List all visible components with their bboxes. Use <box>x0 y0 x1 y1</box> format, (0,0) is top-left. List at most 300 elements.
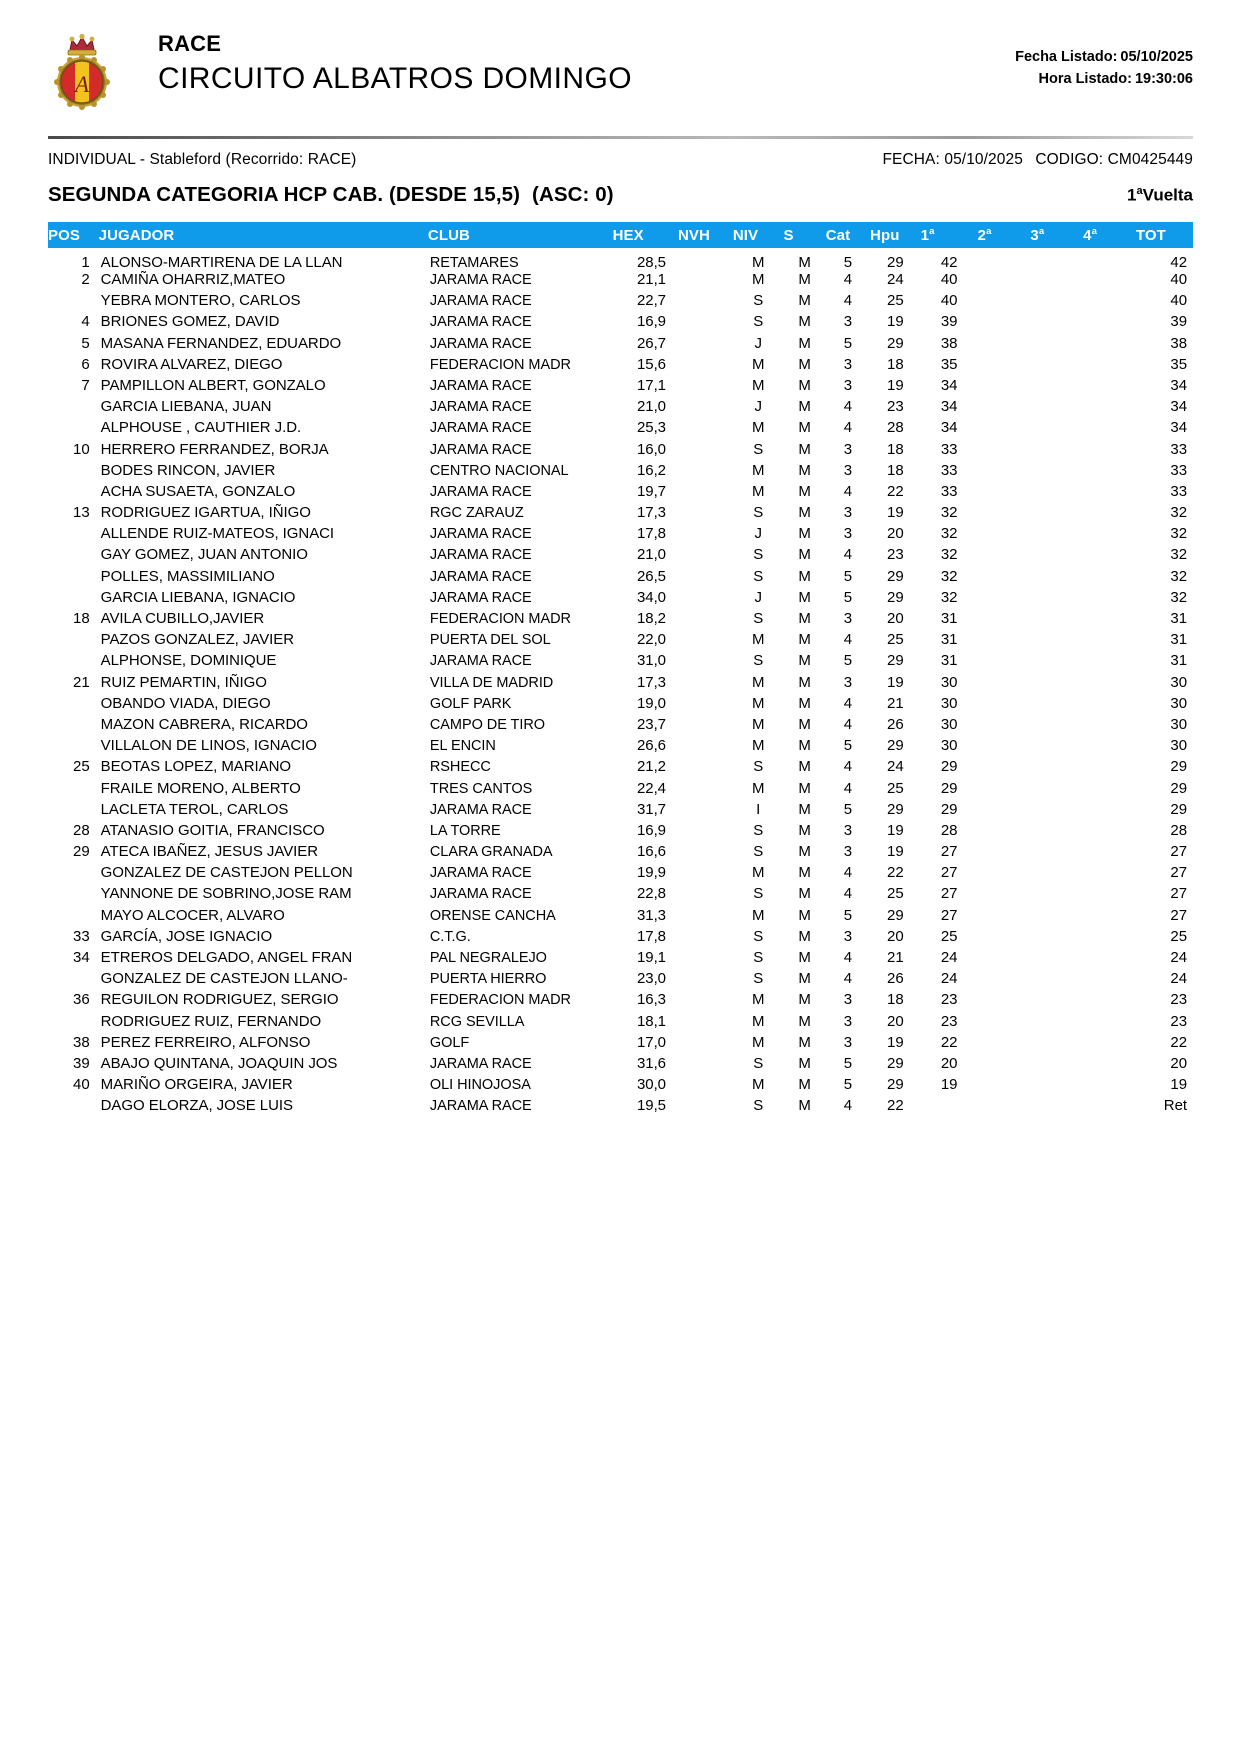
level: J <box>754 588 762 606</box>
level: M <box>751 991 765 1009</box>
nvh <box>678 864 733 885</box>
column-header-club[interactable]: CLUB <box>428 222 613 248</box>
round-3-score <box>1030 949 1083 970</box>
column-header-round-3[interactable]: 3$^a$ <box>1030 222 1083 248</box>
race-crest-icon <box>48 34 116 112</box>
round-2-score <box>978 928 1031 949</box>
competition-meta <box>48 151 1193 177</box>
round-3-score <box>1030 1013 1083 1034</box>
player-name: ALPHONSE, DOMINIQUE <box>100 652 277 670</box>
category: 4 <box>843 885 852 903</box>
category: 4 <box>843 398 852 416</box>
category: 5 <box>843 334 852 352</box>
player-name: OBANDO VIADA, DIEGO <box>100 694 271 712</box>
category: 3 <box>843 355 852 373</box>
sex: M <box>798 652 811 670</box>
column-header-s[interactable]: S <box>784 222 826 248</box>
player-name: MAYO ALCOCER, ALVARO <box>100 906 285 924</box>
playing-handicap: 22 <box>887 1097 904 1115</box>
total-score: 31 <box>1170 610 1187 627</box>
round-4-score <box>1083 610 1136 631</box>
playing-handicap: 20 <box>887 610 904 627</box>
column-header-hex[interactable]: HEX <box>613 222 678 248</box>
sex: M <box>798 567 811 585</box>
sex: M <box>798 525 811 543</box>
total-score: 32 <box>1170 567 1187 585</box>
round-1-score: 32 <box>940 567 958 585</box>
club-name: TRES CANTOS <box>429 780 533 797</box>
sex: M <box>798 1033 811 1051</box>
sex: M <box>798 504 811 522</box>
sex: M <box>798 843 811 861</box>
player-name: GARCÍA, JOSE IGNACIO <box>100 927 273 945</box>
player-name: RUIZ PEMARTIN, IÑIGO <box>100 673 267 691</box>
round-1-score: 28 <box>940 821 958 839</box>
total-score: 32 <box>1170 525 1187 543</box>
playing-handicap: 29 <box>887 254 904 271</box>
table-row <box>48 335 1193 356</box>
round-1-score: 25 <box>940 927 958 945</box>
column-header-tot[interactable]: TOT <box>1136 222 1193 248</box>
playing-handicap: 18 <box>887 440 904 458</box>
nvh <box>678 907 733 928</box>
column-header-nvh[interactable]: NVH <box>678 222 733 248</box>
player-name: ACHA SUSAETA, GONZALO <box>100 482 296 500</box>
playing-handicap: 25 <box>887 292 904 310</box>
hex-handicap: 26,5 <box>636 567 666 585</box>
round-2-score <box>978 822 1031 843</box>
event-title: CIRCUITO ALBATROS DOMINGO <box>158 62 632 96</box>
player-name: ABAJO QUINTANA, JOAQUIN JOS <box>100 1054 338 1072</box>
nvh <box>678 949 733 970</box>
position <box>48 1097 99 1118</box>
player-name: FRAILE MORENO, ALBERTO <box>100 779 301 797</box>
sex: M <box>798 673 811 691</box>
category: 4 <box>843 758 852 776</box>
nvh <box>678 568 733 589</box>
position <box>48 631 99 652</box>
round-3-score <box>1030 1055 1083 1076</box>
nvh <box>678 822 733 843</box>
round-3-score <box>1030 335 1083 356</box>
position: 18 <box>73 610 90 627</box>
sex: M <box>798 482 811 500</box>
round-2-score <box>978 292 1031 313</box>
playing-handicap: 18 <box>887 461 904 479</box>
club-name: JARAMA RACE <box>429 335 532 352</box>
position: 6 <box>81 355 90 373</box>
category: 5 <box>843 1076 852 1094</box>
nvh <box>678 801 733 822</box>
club-name: PUERTA HIERRO <box>429 971 547 988</box>
total-score: 29 <box>1170 758 1187 776</box>
round-2-score <box>978 525 1031 546</box>
position: 39 <box>73 1054 90 1072</box>
round-4-score <box>1083 843 1136 864</box>
listing-date-value: 05/10/2025 <box>1120 49 1193 65</box>
round-2-score <box>978 737 1031 758</box>
nvh <box>678 1013 733 1034</box>
category: 4 <box>843 271 852 288</box>
round-4-score <box>1083 419 1136 440</box>
sex: M <box>798 1054 811 1072</box>
sex: M <box>798 885 811 903</box>
club-name: JARAMA RACE <box>429 293 532 310</box>
column-header-jugador[interactable]: JUGADOR <box>99 222 428 248</box>
round-3-score <box>1030 504 1083 525</box>
playing-handicap: 26 <box>887 715 904 733</box>
position: 36 <box>73 991 90 1009</box>
round-2-score <box>978 546 1031 567</box>
nvh <box>678 525 733 546</box>
round-1-score: 27 <box>940 843 958 861</box>
nvh <box>678 419 733 440</box>
sex: M <box>798 758 811 776</box>
round-3-score <box>1030 843 1083 864</box>
round-1-score: 23 <box>940 1012 958 1030</box>
playing-handicap: 19 <box>887 673 904 691</box>
table-row <box>48 885 1193 906</box>
hex-handicap: 34,0 <box>636 588 666 606</box>
category: 4 <box>843 419 852 437</box>
player-name: GARCIA LIEBANA, JUAN <box>100 398 272 416</box>
club-name: PUERTA DEL SOL <box>429 632 551 649</box>
column-header-niv[interactable]: NIV <box>733 222 784 248</box>
header-divider <box>48 136 1193 139</box>
position <box>48 398 99 419</box>
total-score: 25 <box>1170 927 1187 945</box>
category: 4 <box>843 970 852 988</box>
hex-handicap: 30,0 <box>636 1076 666 1094</box>
total-score: 19 <box>1170 1076 1187 1094</box>
total-score: 38 <box>1170 334 1187 352</box>
sex: M <box>798 610 811 627</box>
position <box>48 589 99 610</box>
round-4-score <box>1083 377 1136 398</box>
category: 5 <box>843 254 852 271</box>
round-4-score <box>1083 546 1136 567</box>
round-3-score <box>1030 546 1083 567</box>
round-4-score <box>1083 1097 1136 1118</box>
playing-handicap: 22 <box>887 864 904 882</box>
round-3-score <box>1030 292 1083 313</box>
club-name: JARAMA RACE <box>429 547 532 564</box>
table-row <box>48 864 1193 885</box>
level: I <box>756 800 761 818</box>
round-3-score <box>1030 271 1083 292</box>
hex-handicap: 19,5 <box>636 1097 666 1115</box>
player-name: MASANA FERNANDEZ, EDUARDO <box>100 334 342 352</box>
table-row <box>48 907 1193 928</box>
round-1-score: 30 <box>940 737 958 755</box>
column-header-round-2[interactable]: 2$^a$ <box>978 222 1031 248</box>
category: 3 <box>843 1012 852 1030</box>
sex: M <box>798 1097 811 1115</box>
club-name: JARAMA RACE <box>429 420 532 437</box>
player-name: AVILA CUBILLO,JAVIER <box>100 610 265 627</box>
competition-code-value: CM0425449 <box>1107 151 1193 168</box>
round-2-score <box>978 568 1031 589</box>
player-name: VILLALON DE LINOS, IGNACIO <box>100 737 317 755</box>
total-score: 29 <box>1170 779 1187 797</box>
club-name: ORENSE CANCHA <box>429 907 556 924</box>
player-name: BRIONES GOMEZ, DAVID <box>100 313 280 331</box>
round-3-score <box>1030 695 1083 716</box>
column-header-round-1[interactable]: 1$^a$ <box>921 222 978 248</box>
round-1-score: 33 <box>940 440 958 458</box>
playing-handicap: 19 <box>887 1033 904 1051</box>
level: S <box>753 758 764 776</box>
table-row <box>48 695 1193 716</box>
sex: M <box>798 1012 811 1030</box>
round-4-score <box>1083 674 1136 695</box>
round-4-score <box>1083 483 1136 504</box>
organization-name: RACE <box>158 31 222 56</box>
position: 7 <box>81 376 90 394</box>
club-name: EL ENCIN <box>429 738 496 755</box>
hex-handicap: 31,3 <box>636 906 666 924</box>
round-3-score <box>1030 610 1083 631</box>
round-2-score <box>978 907 1031 928</box>
hex-handicap: 19,9 <box>636 864 666 882</box>
round-2-score <box>978 780 1031 801</box>
position <box>48 292 99 313</box>
playing-handicap: 21 <box>887 694 904 712</box>
total-score: 27 <box>1170 864 1187 882</box>
total-score: 31 <box>1170 631 1187 649</box>
table-row <box>48 1013 1193 1034</box>
round-4-score <box>1083 504 1136 525</box>
player-name: GARCIA LIEBANA, IGNACIO <box>100 588 296 606</box>
position: 10 <box>73 440 90 458</box>
club-name: FEDERACION MADR <box>429 611 571 627</box>
club-name: FEDERACION MADR <box>429 992 571 1009</box>
playing-handicap: 19 <box>887 376 904 394</box>
round-4-score <box>1083 949 1136 970</box>
category: 3 <box>843 843 852 861</box>
nvh <box>678 248 733 271</box>
results-table <box>48 222 1193 1119</box>
level: S <box>753 567 764 585</box>
column-header-pos[interactable]: POS <box>48 222 99 248</box>
total-score: 24 <box>1170 949 1187 966</box>
round-1-score: 30 <box>940 673 958 691</box>
player-name: RODRIGUEZ RUIZ, FERNANDO <box>100 1012 322 1030</box>
total-score: Ret <box>1163 1097 1187 1115</box>
sex: M <box>798 737 811 755</box>
competition-code-label: CODIGO: <box>1035 151 1104 168</box>
round-word: Vuelta <box>1142 185 1193 205</box>
position <box>48 885 99 906</box>
svg-text:A: A <box>74 72 90 97</box>
playing-handicap: 20 <box>887 525 904 543</box>
round-1-score: 32 <box>940 546 958 564</box>
sex: M <box>798 927 811 945</box>
category: 4 <box>843 546 852 564</box>
nvh <box>678 928 733 949</box>
club-name: JARAMA RACE <box>429 526 532 543</box>
category: 3 <box>843 673 852 691</box>
round-1-score: 19 <box>940 1076 958 1094</box>
category: 4 <box>843 779 852 797</box>
player-name: ATANASIO GOITIA, FRANCISCO <box>100 821 325 839</box>
title-block <box>158 32 632 97</box>
sex: M <box>798 864 811 882</box>
nvh <box>678 780 733 801</box>
hex-handicap: 17,3 <box>636 673 666 691</box>
category-name: SEGUNDA CATEGORIA HCP CAB. (DESDE 15,5) <box>48 183 521 206</box>
round-3-score <box>1030 356 1083 377</box>
hex-handicap: 22,8 <box>636 885 666 903</box>
round-3-score <box>1030 822 1083 843</box>
hex-handicap: 16,9 <box>636 821 666 839</box>
club-name: CAMPO DE TIRO <box>429 716 545 733</box>
hex-handicap: 25,3 <box>636 419 666 437</box>
playing-handicap: 29 <box>887 906 904 924</box>
hex-handicap: 23,0 <box>636 970 666 988</box>
position: 2 <box>81 271 90 288</box>
table-row <box>48 1076 1193 1097</box>
level: S <box>753 504 764 522</box>
level: S <box>753 821 764 839</box>
club-name: OLI HINOJOSA <box>429 1077 531 1094</box>
table-row <box>48 1034 1193 1055</box>
sex: M <box>798 970 811 988</box>
player-name: CAMIÑA OHARRIZ,MATEO <box>100 271 286 288</box>
sex: M <box>798 355 811 373</box>
club-name: JARAMA RACE <box>429 272 532 288</box>
round-1-score: 38 <box>940 334 958 352</box>
player-name: ALPHOUSE , CAUTHIER J.D. <box>100 419 302 437</box>
round-4-score <box>1083 695 1136 716</box>
level: M <box>751 715 765 733</box>
sex: M <box>798 334 811 352</box>
player-name: BEOTAS LOPEZ, MARIANO <box>100 758 292 776</box>
player-name: PEREZ FERREIRO, ALFONSO <box>100 1033 311 1051</box>
sex: M <box>798 461 811 479</box>
round-2-score <box>978 483 1031 504</box>
level: M <box>751 254 765 271</box>
round-1-score: 31 <box>940 652 958 670</box>
player-name: BODES RINCON, JAVIER <box>100 461 276 479</box>
round-1-score: 40 <box>940 292 958 310</box>
playing-handicap: 18 <box>887 355 904 373</box>
nvh <box>678 398 733 419</box>
listing-time-value: 19:30:06 <box>1134 71 1193 88</box>
player-name: MAZON CABRERA, RICARDO <box>100 715 308 733</box>
round-1-score: 22 <box>940 1033 958 1051</box>
level: M <box>751 631 765 649</box>
level: S <box>753 885 764 903</box>
club-name: LA TORRE <box>429 822 501 839</box>
sex: M <box>798 906 811 924</box>
club-name: JARAMA RACE <box>429 886 532 903</box>
table-row <box>48 991 1193 1012</box>
level: M <box>751 271 765 288</box>
player-name: ROVIRA ALVAREZ, DIEGO <box>100 355 283 373</box>
player-name: GONZALEZ DE CASTEJON PELLON <box>100 864 353 882</box>
position: 28 <box>73 821 90 839</box>
hex-handicap: 31,0 <box>636 652 666 670</box>
club-name: RETAMARES <box>429 255 519 271</box>
round-4-score <box>1083 991 1136 1012</box>
sex: M <box>798 313 811 331</box>
total-score: 33 <box>1170 461 1187 479</box>
position: 1 <box>81 254 90 271</box>
sex: M <box>798 1076 811 1094</box>
position: 40 <box>73 1076 90 1094</box>
position <box>48 483 99 504</box>
table-row <box>48 248 1193 271</box>
column-header-round-4[interactable]: 4$^a$ <box>1083 222 1136 248</box>
round-2-score <box>978 801 1031 822</box>
table-row <box>48 652 1193 673</box>
table-row <box>48 822 1193 843</box>
category: 3 <box>843 1033 852 1051</box>
round-4-score <box>1083 356 1136 377</box>
nvh <box>678 462 733 483</box>
round-2-score <box>978 631 1031 652</box>
sex: M <box>798 440 811 458</box>
nvh <box>678 758 733 779</box>
round-1-score: 33 <box>940 461 958 479</box>
round-2-score <box>978 970 1031 991</box>
total-score: 30 <box>1170 715 1187 733</box>
round-3-score <box>1030 1034 1083 1055</box>
club-name: RSHECC <box>429 759 491 776</box>
level: M <box>751 1012 765 1030</box>
playing-handicap: 21 <box>887 949 904 966</box>
hex-handicap: 18,2 <box>636 610 666 627</box>
round-2-score <box>978 949 1031 970</box>
table-row <box>48 377 1193 398</box>
nvh <box>678 335 733 356</box>
level: M <box>751 355 765 373</box>
column-header-hpu[interactable]: Hpu <box>870 222 921 248</box>
player-name: YEBRA MONTERO, CARLOS <box>100 292 301 310</box>
playing-handicap: 25 <box>887 631 904 649</box>
playing-handicap: 25 <box>887 779 904 797</box>
table-row <box>48 356 1193 377</box>
hex-handicap: 18,1 <box>636 1012 666 1030</box>
position <box>48 568 99 589</box>
round-1-score: 33 <box>940 482 958 500</box>
nvh <box>678 1076 733 1097</box>
total-score: 23 <box>1170 991 1187 1009</box>
category: 5 <box>843 1054 852 1072</box>
position <box>48 970 99 991</box>
round-2-score <box>978 313 1031 334</box>
table-row <box>48 462 1193 483</box>
round-1-score: 32 <box>940 588 958 606</box>
playing-handicap: 29 <box>887 567 904 585</box>
player-name: DAGO ELORZA, JOSE LUIS <box>100 1097 293 1115</box>
category: 3 <box>843 440 852 458</box>
table-row <box>48 589 1193 610</box>
playing-handicap: 19 <box>887 313 904 331</box>
sex: M <box>798 694 811 712</box>
round-3-score <box>1030 970 1083 991</box>
player-name: ATECA IBAÑEZ, JESUS JAVIER <box>100 843 319 861</box>
playing-handicap: 24 <box>887 271 904 288</box>
round-4-score <box>1083 525 1136 546</box>
table-row <box>48 780 1193 801</box>
category: 3 <box>843 504 852 522</box>
nvh <box>678 674 733 695</box>
total-score: 34 <box>1170 398 1187 416</box>
column-header-cat[interactable]: Cat <box>826 222 870 248</box>
table-row <box>48 949 1193 970</box>
